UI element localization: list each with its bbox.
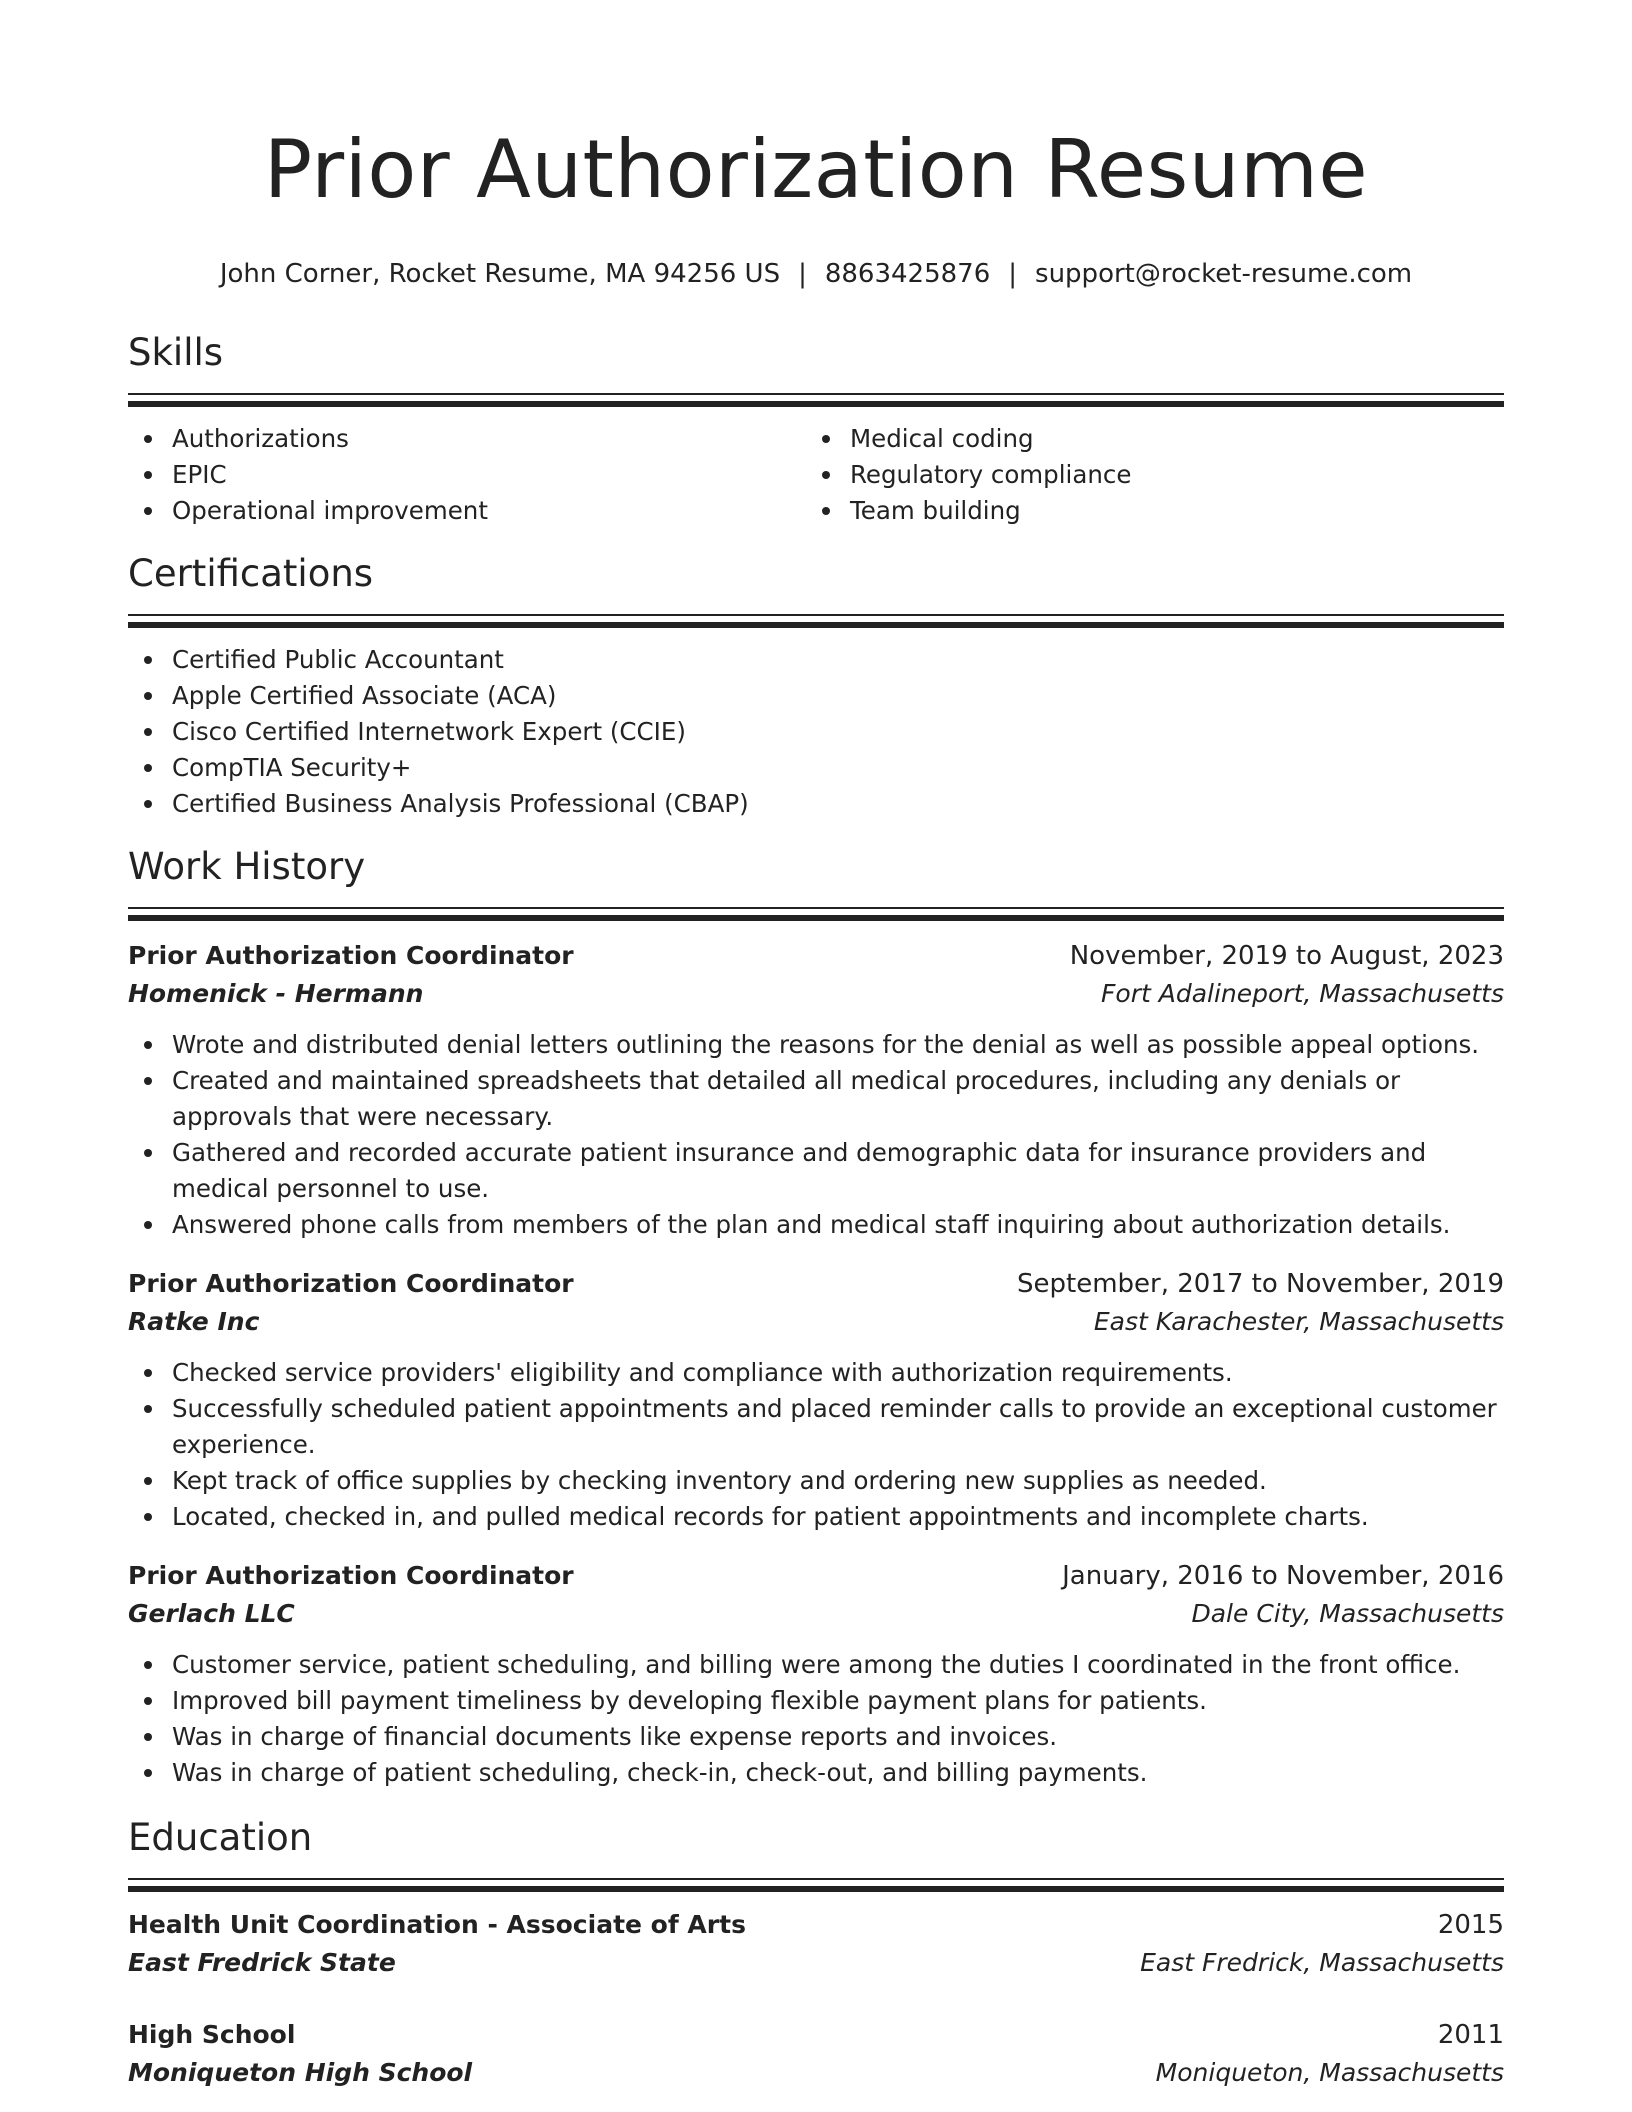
skill-item: EPIC	[128, 457, 806, 493]
education-year: 2011	[1437, 2020, 1504, 2050]
responsibility-item: Gathered and recorded accurate patient insurance and demographic data for insurance providers and medical personnel to use.	[128, 1135, 1504, 1207]
section-divider	[128, 1878, 1504, 1880]
responsibility-item: Created and maintained spreadsheets that detailed all medical procedures, including any denials or approvals that were necessary.	[128, 1063, 1504, 1135]
certifications-heading: Certifications	[128, 552, 374, 595]
certifications-section	[128, 551, 1504, 822]
section-divider	[128, 915, 1504, 921]
job-subheader	[128, 1595, 1504, 1633]
education-section	[128, 1815, 1504, 2092]
job-header	[128, 937, 1504, 975]
contact-phone: 8863425876	[824, 259, 991, 289]
job-subheader	[128, 975, 1504, 1013]
job-title: Prior Authorization Coordinator	[128, 1561, 574, 1590]
education-entry	[128, 1906, 1504, 1982]
responsibility-item: Improved bill payment timeliness by developing flexible payment plans for patients.	[128, 1683, 1504, 1719]
job-location: Fort Adalineport, Massachusetts	[1101, 979, 1504, 1008]
job-location: Dale City, Massachusetts	[1191, 1599, 1504, 1628]
job-title: Prior Authorization Coordinator	[128, 941, 574, 970]
contact-address: John Corner, Rocket Resume, MA 94256 US	[219, 259, 781, 289]
education-heading: Education	[128, 1816, 313, 1859]
contact-separator: |	[798, 259, 807, 289]
responsibility-item: Checked service providers' eligibility and compliance with authorization requirements.	[128, 1355, 1504, 1391]
education-header	[128, 2016, 1504, 2054]
job-dates: January, 2016 to November, 2016	[1062, 1561, 1504, 1591]
skill-item: Team building	[806, 493, 1484, 529]
responsibility-item: Was in charge of financial documents like expense reports and invoices.	[128, 1719, 1504, 1755]
job-dates: November, 2019 to August, 2023	[1069, 941, 1504, 971]
certification-item: CompTIA Security+	[128, 750, 1504, 786]
education-school: East Fredrick State	[128, 1948, 396, 1977]
certification-item: Certified Business Analysis Professional (CBAP)	[128, 786, 1504, 822]
job-responsibilities	[128, 1355, 1504, 1535]
responsibility-item: Wrote and distributed denial letters outlining the reasons for the denial as well as possible appeal options.	[128, 1027, 1504, 1063]
certification-item: Apple Certified Associate (ACA)	[128, 678, 1504, 714]
contact-line	[128, 256, 1504, 292]
job-entry	[128, 1265, 1504, 1535]
responsibility-item: Was in charge of patient scheduling, check-in, check-out, and billing payments.	[128, 1755, 1504, 1791]
job-entry	[128, 937, 1504, 1243]
education-header	[128, 1906, 1504, 1944]
skills-column-right	[806, 421, 1484, 529]
section-divider	[128, 401, 1504, 407]
certification-item: Cisco Certified Internetwork Expert (CCIE)	[128, 714, 1504, 750]
skills-list	[128, 421, 1504, 529]
skill-item: Medical coding	[806, 421, 1484, 457]
education-subheader	[128, 2054, 1504, 2092]
job-location: East Karachester, Massachusetts	[1093, 1307, 1504, 1336]
education-degree: High School	[128, 2020, 296, 2049]
section-divider	[128, 1886, 1504, 1892]
job-responsibilities	[128, 1027, 1504, 1243]
responsibility-item: Answered phone calls from members of the plan and medical staff inquiring about authorization details.	[128, 1207, 1504, 1243]
job-company: Gerlach LLC	[128, 1599, 295, 1628]
certifications-list	[128, 642, 1504, 822]
education-school: Moniqueton High School	[128, 2058, 473, 2087]
job-header	[128, 1265, 1504, 1303]
responsibility-item: Successfully scheduled patient appointments and placed reminder calls to provide an exceptional customer experience.	[128, 1391, 1504, 1463]
skills-heading: Skills	[128, 331, 224, 374]
section-divider	[128, 614, 1504, 616]
section-divider	[128, 393, 1504, 395]
skills-column-left	[128, 421, 806, 529]
resume-title: Prior Authorization Resume	[263, 123, 1369, 216]
education-location: East Fredrick, Massachusetts	[1140, 1948, 1504, 1977]
education-year: 2015	[1437, 1910, 1504, 1940]
work-history-heading: Work History	[128, 845, 366, 888]
education-entry	[128, 2016, 1504, 2092]
contact-email[interactable]: support@rocket-resume.com	[1035, 259, 1413, 289]
job-company: Homenick - Hermann	[128, 979, 424, 1008]
responsibility-item: Kept track of office supplies by checking inventory and ordering new supplies as needed.	[128, 1463, 1504, 1499]
responsibility-item: Located, checked in, and pulled medical records for patient appointments and incomplete charts.	[128, 1499, 1504, 1535]
certification-item: Certified Public Accountant	[128, 642, 1504, 678]
job-entry	[128, 1557, 1504, 1791]
contact-separator: |	[1008, 259, 1018, 289]
responsibility-item: Customer service, patient scheduling, and billing were among the duties I coordinated in the front office.	[128, 1647, 1504, 1683]
section-divider	[128, 907, 1504, 909]
job-title: Prior Authorization Coordinator	[128, 1269, 574, 1298]
job-dates: September, 2017 to November, 2019	[1017, 1269, 1504, 1299]
education-location: Moniqueton, Massachusetts	[1155, 2058, 1504, 2087]
work-history-section	[128, 844, 1504, 1791]
education-subheader	[128, 1944, 1504, 1982]
job-header	[128, 1557, 1504, 1595]
job-responsibilities	[128, 1647, 1504, 1791]
job-subheader	[128, 1303, 1504, 1341]
skill-item: Authorizations	[128, 421, 806, 457]
skill-item: Regulatory compliance	[806, 457, 1484, 493]
skill-item: Operational improvement	[128, 493, 806, 529]
job-company: Ratke Inc	[128, 1307, 260, 1336]
section-divider	[128, 622, 1504, 628]
education-degree: Health Unit Coordination - Associate of Arts	[128, 1910, 746, 1939]
skills-section	[128, 330, 1504, 529]
